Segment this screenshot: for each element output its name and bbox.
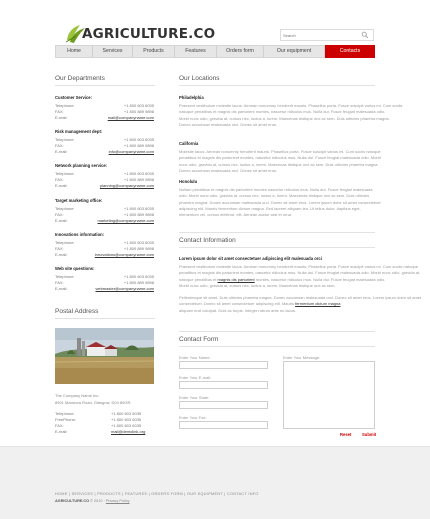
text-fragment: montes, nascetur ridiculus mus. Nulla dui. Fusce feugiat malesuada odio.	[255, 276, 386, 282]
text-fragment: consectetuer. Donec sit amet consectetuer adipiscing elit. Mauris	[179, 301, 294, 307]
fax-field-label: Enter Your Fax:	[179, 415, 207, 420]
main-nav	[55, 45, 375, 58]
postal-telephone-label: Telephone:	[55, 411, 75, 416]
footer-link[interactable]: SERVICES	[71, 492, 94, 496]
telephone-label: Telephone:	[55, 274, 75, 279]
location-city: Honolulu	[179, 179, 198, 184]
contact-form-title: Contact Form	[179, 336, 219, 343]
footer-link[interactable]: CONTACT INFO	[226, 492, 259, 496]
department-telephone: +1 800 603 6035	[123, 205, 154, 211]
location-description	[179, 187, 379, 218]
text-line: aliquam erat volutpat. Duis ac turpis. Integer rutrum ante eu lacus.	[179, 307, 296, 313]
submit-button[interactable]: Submit	[362, 432, 377, 437]
text-fragment: natoque penatibus et	[179, 276, 217, 282]
state-field[interactable]	[179, 401, 268, 409]
divider	[179, 247, 375, 248]
fax-label: FAX:	[55, 280, 64, 285]
footer-separator: |	[93, 492, 98, 496]
footer-link[interactable]: PRODUCTS	[97, 492, 121, 496]
text-line: Donec accumsan malesuada orci. Donec sit amet eros.	[179, 121, 278, 127]
footer-copyright	[55, 499, 130, 503]
footer-separator: |	[120, 492, 125, 496]
text-line: Donec accumsan malesuada orci. Donec sit amet eros.	[179, 167, 278, 173]
email-label: E-mail:	[55, 217, 68, 223]
telephone-label: Telephone:	[55, 171, 75, 177]
email-label: E-mail:	[55, 286, 68, 291]
telephone-label: Telephone:	[55, 205, 75, 211]
nav-features[interactable]: Features	[175, 46, 217, 57]
location-city: Philadelphia	[179, 95, 204, 100]
fax-label: FAX:	[55, 177, 64, 183]
nav-products[interactable]: Products	[133, 46, 175, 57]
divider	[179, 346, 375, 347]
department-email-link[interactable]: info@companyname.com	[108, 149, 154, 155]
message-field-label: Enter Your Message:	[283, 355, 321, 360]
search-box	[280, 29, 374, 41]
fax-label: FAX:	[55, 143, 64, 149]
text-line: adipiscing elit. Mauris fermentum dictum magna. Sed laoreet aliquam leo. Ut tellus dolor, dapibus eget,	[179, 205, 361, 211]
fax-label: FAX:	[55, 211, 64, 217]
email-label: E-mail:	[55, 183, 68, 189]
postal-title: Postal Address	[55, 308, 99, 315]
location-description	[179, 103, 403, 128]
text-line	[179, 276, 386, 283]
email-field-label: Enter Your E-mail:	[179, 375, 212, 380]
department-name: Risk management dept:	[55, 129, 103, 135]
contact-info-title: Contact Information	[179, 237, 236, 244]
email-label: E-mail:	[55, 251, 68, 257]
telephone-label: Telephone:	[55, 103, 75, 108]
text-line: pharetra magna. Donec accumsan malesuada orci. Donec sit amet eros. Lorem ipsum dolor sit amet consectetuer	[179, 199, 381, 205]
text-line: odio. Morbi nunc odio, gravida at, cursus nec, luctus a, lorem. Maecenas tristique orci ac sem. Duis ultricies	[179, 193, 370, 199]
footer-brand: AGRICULTURE.CO	[55, 499, 90, 503]
nav-our-equipment[interactable]: Our equipment	[264, 46, 325, 57]
email-field[interactable]	[179, 381, 268, 389]
message-field[interactable]	[283, 361, 375, 429]
name-field[interactable]	[179, 361, 268, 369]
locations-title: Our Locations	[179, 75, 220, 82]
privacy-policy-link[interactable]: Privacy Policy	[105, 499, 130, 503]
contact-info-subtitle: Lorem ipsum dolor sit amet consectetuer adipiscing elit malesuada orci	[179, 256, 322, 261]
department-fax: +1 800 889 9898	[123, 280, 154, 285]
fax-label: FAX:	[55, 245, 64, 251]
postal-freephone-label: FreePhone:	[55, 417, 76, 422]
telephone-label: Telephone:	[55, 239, 75, 245]
location-description	[179, 149, 379, 174]
farm-photo	[55, 328, 154, 384]
department-name: Network planning service:	[55, 163, 108, 169]
footer-separator: |	[183, 492, 188, 496]
divider	[55, 85, 155, 86]
divider	[179, 232, 375, 233]
footer-link[interactable]: OUR EQUIPMENT	[187, 492, 223, 496]
department-name: Innovations information:	[55, 231, 105, 237]
department-email-link[interactable]: webmaster@companyname.com	[95, 286, 154, 291]
copyright-text: © 2010 ·	[90, 499, 105, 503]
reset-button[interactable]: Reset	[340, 432, 352, 437]
footer-link[interactable]: HOME	[55, 492, 68, 496]
text-line: natoque penatibus et magnis dis parturient montes, nascetur ridiculus mus. Nulla dui. Fusce feugiat malesuada odio.	[179, 109, 386, 115]
divider	[179, 85, 375, 86]
department-name: Customer Service:	[55, 95, 93, 100]
telephone-label: Telephone:	[55, 137, 75, 143]
postal-freephone: +1 800 603 6035	[111, 417, 142, 422]
department-fax: +1 800 889 9898	[123, 177, 154, 183]
nav-contacts[interactable]: Contacts	[325, 45, 375, 58]
divider	[55, 318, 155, 319]
email-label: E-mail:	[55, 115, 68, 120]
postal-company: The Company Name Inc.	[55, 393, 100, 398]
text-line: penatibus et magnis dis parturient montes, nascetur ridiculus mus. Nulla dui. Fusce feugiat malesuada odio. Morbi nunc odio, gravida at,	[179, 270, 421, 276]
text-line: penatibus et magnis dis parturient montes, nascetur ridiculus mus. Nulla dui. Fusce feugiat malesuada odio. Morbi	[179, 155, 381, 161]
nav-orders-form[interactable]: Orders form	[217, 46, 264, 57]
search-input[interactable]	[283, 30, 353, 40]
department-telephone: +1 800 603 6035	[123, 137, 154, 143]
state-field-label: Enter Your State:	[179, 395, 210, 400]
postal-email-link[interactable]: mail@demolink.org	[111, 429, 146, 434]
text-line: nunc odio, gravida at, cursus nec, luctus a, lorem. Maecenas tristique orci ac sem. Duis ultricies pharetra magna.	[179, 161, 379, 167]
department-fax: +1 800 889 9898	[123, 143, 154, 149]
nav-services[interactable]: Services	[93, 46, 133, 57]
footer-link[interactable]: ORDERS FORM	[151, 492, 184, 496]
inline-link[interactable]: fermentum dictum magna	[295, 301, 341, 307]
footer	[0, 446, 430, 519]
postal-telephone: +1 800 603 6035	[111, 411, 142, 416]
footer-separator: |	[222, 492, 227, 496]
postal-fax: +1 800 603 6035	[111, 423, 142, 428]
department-name: Web site questions:	[55, 266, 95, 271]
contact-info-paragraph-1	[179, 264, 421, 289]
logo-text: AGRICULTURE.CO	[82, 26, 216, 42]
fax-label: FAX:	[55, 109, 64, 114]
department-email-link[interactable]: planning@companyname.com	[99, 183, 154, 189]
postal-street: 8901 Marmora Road, Glasgow, D04 89GR.	[55, 400, 132, 405]
department-fax: +1 800 889 9898	[123, 211, 154, 217]
departments-title: Our Departments	[55, 75, 105, 82]
location-city: California	[179, 141, 199, 146]
email-label: E-mail:	[55, 149, 68, 155]
text-line: Pellentesque sit amet. Duis ultricies pharetra magna. Donec accumsan malesuada orci. Donec sit amet eros. Lorem ipsum dolor sit amet	[179, 295, 422, 300]
department-telephone: +1 800 603 6035	[123, 274, 154, 279]
department-fax: +1 800 889 9898	[123, 245, 154, 251]
inline-link[interactable]: magnis dis parturient	[217, 276, 255, 282]
name-field-label: Enter Your Name:	[179, 355, 211, 360]
footer-link[interactable]: FEATURES	[124, 492, 148, 496]
postal-email-label: E-mail:	[55, 429, 68, 434]
department-telephone: +1 800 603 6035	[123, 171, 154, 177]
department-email-link[interactable]: innovations@companyname.com	[94, 251, 154, 257]
text-line: Praesent vestibulum molestie lacus. Aenean nonummy hendrerit mauris. Phasellus porta. Fusce suscipit varius mi. Cum sociis	[179, 103, 403, 108]
department-telephone: +1 800 603 6035	[123, 239, 154, 245]
footer-separator: |	[147, 492, 152, 496]
search-icon[interactable]	[361, 31, 369, 39]
nav-home[interactable]: Home	[56, 46, 93, 57]
footer-separator: |	[67, 492, 72, 496]
department-telephone: +1 800 603 6035	[123, 103, 154, 108]
text-line: Nullam penatibus et magnis dis parturient montes nascetur ridiculus mus. Nulla dui. Fusce feugiat malesuada	[179, 187, 373, 192]
text-line: Morbi nunc odio, gravida at, cursus nec, luctus a, lorem. Maecenas tristique orci ac sem.	[179, 282, 336, 288]
fax-field[interactable]	[179, 421, 268, 429]
text-line: Molestie lacus. Aenean nonummy hendrerit mauris. Phasellus porta. Fusce suscipit varius mi. Cum sociis natoque	[179, 149, 381, 154]
postal-fax-label: FAX:	[55, 423, 64, 428]
text-line: elementum vel, cursus eleifend, elit. Aenean auctor wisi et urna.	[179, 212, 292, 218]
contact-info-paragraph-2	[179, 295, 422, 314]
department-name: Target marketing office:	[55, 197, 103, 203]
department-email-link[interactable]: marketing@companyname.com	[97, 217, 154, 223]
department-email-link[interactable]: mail@companyname.com	[107, 115, 154, 120]
text-line: Praesent vestibulum molestie lacus. Aenean nonummy hendrerit mauris. Phasellus porta. Fusce suscipit varius mi. Cum sociis natoque	[179, 264, 418, 269]
footer-nav	[55, 492, 259, 496]
department-fax: +1 800 889 9898	[123, 109, 154, 114]
divider	[179, 331, 375, 332]
text-line: Morbi nunc odio, gravida at, cursus nec, luctus a, lorem. Maecenas tristique orci ac sem. Duis ultricies pharetra magna.	[179, 115, 390, 121]
